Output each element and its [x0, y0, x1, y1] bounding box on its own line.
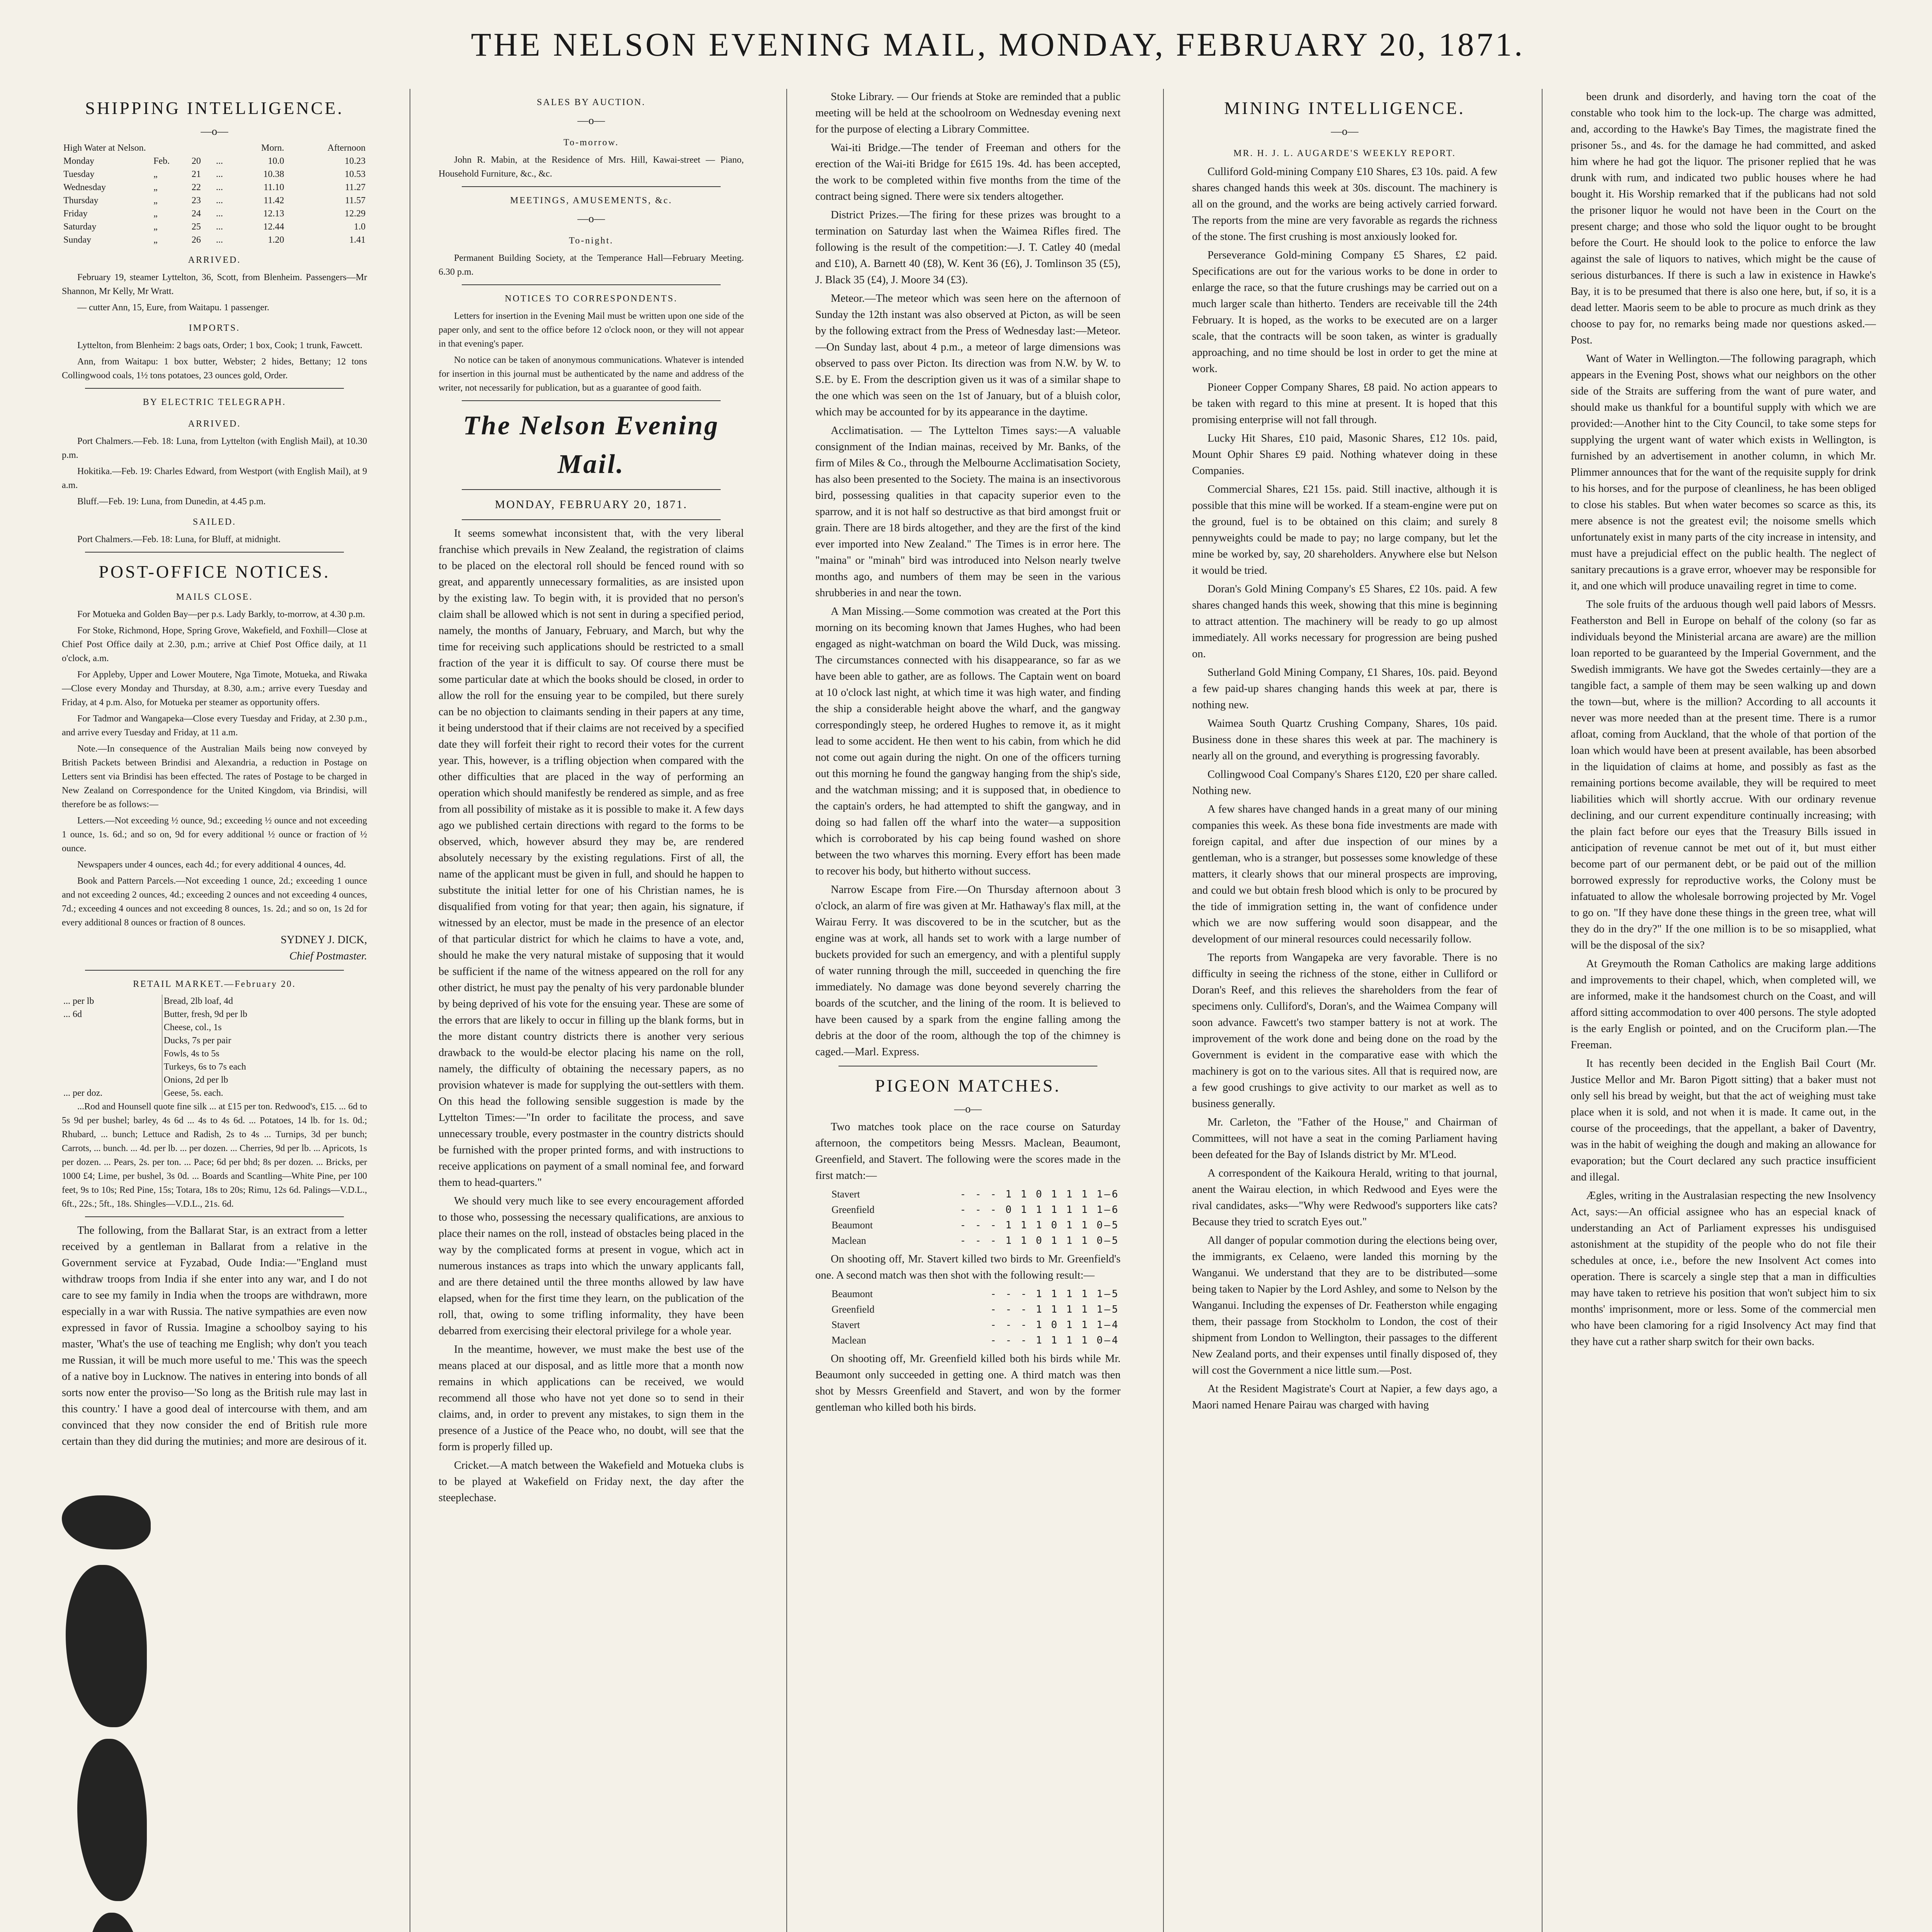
news-item: Wai-iti Bridge.—The tender of Freeman and others for the erection of the Wai-iti Bridge for £615 19s. 4d. has been accepted, the work to be completed within five months from the time of the contract being signed. There were six tenders altogether.	[815, 142, 1121, 202]
tide-cell: Saturday	[63, 222, 97, 232]
tide-cell: 10.38	[263, 169, 284, 179]
score-row	[816, 1233, 1120, 1248]
mining-item: A correspondent of the Kaikoura Herald, writing to that journal, anent the Wairau election, in which Redwood and Eyes were the rival candidates, asks—"Why were Redwood's supporters like cats? Because they tried to scratch Eyes out."	[1192, 1167, 1497, 1228]
ballarat-story	[62, 1223, 367, 1450]
tide-cell: Feb.	[153, 156, 170, 166]
tide-header	[62, 141, 367, 155]
tide-cell: „	[153, 235, 158, 245]
tide-header-afternoon: Afternoon	[327, 143, 366, 153]
shipping-heading: SHIPPING INTELLIGENCE.	[85, 98, 344, 118]
mining-item: Pioneer Copper Company Shares, £8 paid. No action appears to be taken with regard to this mine at present. It is hoped that this promising enterprise will not fall through.	[1192, 381, 1497, 426]
news-item: The sole fruits of the arduous though well paid labors of Messrs. Featherston and Bell in Europe on behalf of the colony (so far as individuals beyond the Ministerial arcana are aware) are the million loan reported to be guaranteed by the Imperial Government, and the Swedish immigrants. We have got the Swedes certainly—they are a tangible fact, a sample of them may be seen walking up and down the town—but, where is the million? According to all accounts it never was more needed than at the present time. There is a rumor afloat, coming from Auckland, that the whole of that portion of the loan which would have been at present available, has been absorbed in the liquidation of claims at home, and possibly as fast as the remaining portions become available, they will be required to meet liabilities which will shortly accrue. With our ordinary revenue declining, and our current expenditure continually increasing; with the plain fact before our eyes that the Treasury Bills issued in anticipation of revenue cannot be met out of it, but must either become part of our permanent debt, or be paid out of the million borrowed expressly for reproductive works, the Colony must be infatuated to allow the wholesale borrowing projected by Mr. Vogel to go on. "If they have done these things in the green tree, what will they do in the dry?" If the one million is to be so misapplied, what will be the disposal of the six?	[1571, 599, 1876, 951]
tide-cell: „	[153, 182, 158, 192]
meetings-text: Permanent Building Society, at the Temperance Hall—February Meeting. 6.30 p.m.	[439, 253, 744, 277]
market-row	[62, 1073, 367, 1087]
mail-entry: For Appleby, Upper and Lower Moutere, Nga Timote, Motueka, and Riwaka—Close every Monday and Thursday, at 8.30, a.m.; arrive every Tuesday and Friday, at 4 p.m. Also, for Motueka per steamer as opportunity offers.	[62, 670, 367, 707]
arrived-list	[62, 270, 367, 315]
shooter-name: Maclean	[832, 1335, 866, 1346]
mails-heading: MAILS CLOSE.	[176, 592, 253, 602]
tide-cell: 12.44	[263, 222, 284, 232]
sailed-heading: SAILED.	[192, 517, 236, 527]
signature-title: Chief Postmaster.	[289, 950, 367, 962]
postage-book: Book and Pattern Parcels.—Not exceeding 1 ounce, 2d.; exceeding 1 ounce and not exceeding 2 ounces, 4d.; exceeding 2 ounces and not exceeding 4 ounces, 7d.; exceeding 4 ounces and not exceeding 8 ounces, 1s. 2d.; and so on, 1s 2d for every additional 8 ounces or fraction of 8 ounces.	[62, 876, 367, 928]
market-row	[62, 1021, 367, 1034]
shooter-score: - - - 1 1 0 1 1 1 1—6	[960, 1189, 1119, 1200]
market-right-cell: Onions, 2d per lb	[162, 1073, 367, 1087]
import-entry: Lyttelton, from Blenheim: 2 bags oats, Order; 1 box, Cook; 1 trunk, Fawcett.	[77, 340, 362, 350]
tide-cell: 10.0	[268, 156, 284, 166]
divider	[462, 489, 721, 490]
divider	[462, 284, 721, 285]
market-row	[62, 995, 367, 1008]
tide-cell: 10.23	[345, 156, 366, 166]
shooter-name: Maclean	[832, 1235, 866, 1246]
column-4	[1192, 89, 1497, 1932]
tide-cell: „	[153, 209, 158, 219]
mails-list	[62, 607, 367, 740]
market-left-cell: ... 6d	[63, 1009, 82, 1019]
pigeon-heading: PIGEON MATCHES.	[875, 1076, 1061, 1095]
tide-cell: Sunday	[63, 235, 91, 245]
divider	[85, 1216, 344, 1217]
postage-note: Note.—In consequence of the Australian Mails being now conveyed by British Packets between Brindisi and Alexandria, a reduction in Postage on Letters sent via Brindisi has been effected. The rates of Postage to be charged in New Zealand on Correspondence for the United Kingdom, via Brindisi, will therefore be as follows:—	[62, 744, 367, 810]
tide-cell: 10.53	[345, 169, 366, 179]
mail-entry: For Stoke, Richmond, Hope, Spring Grove, Wakefield, and Foxhill—Close at Chief Post Office daily at 2.30, p.m.; arrive at Chief Post Office daily, at 11 o'clock, a.m.	[62, 626, 367, 663]
mining-item: At the Resident Magistrate's Court at Napier, a few days ago, a Maori named Henare Pairau was charged with having	[1192, 1383, 1497, 1411]
tide-cell: Friday	[63, 209, 88, 219]
mining-item: Culliford Gold-mining Company £10 Shares, £3 10s. paid. A few shares changed hands this week at 30s. discount. The machinery is all on the ground, and the works are being actively carried forward. The reports from the mine are very favorable as regards the richness of the stone. The first crushing is most anxiously looked for.	[1192, 166, 1497, 243]
tide-cell: 1.41	[349, 235, 366, 245]
shooter-score: - - - 1 1 1 0 1 1 0—5	[960, 1219, 1119, 1231]
column-rule	[1163, 89, 1164, 1932]
shooter-name: Beaumont	[832, 1219, 873, 1231]
tide-cell: 11.42	[264, 196, 284, 206]
pigeon-intro: Two matches took place on the race course on Saturday afternoon, the competitors being Messrs. Maclean, Beaumont, Greenfield, and Stavert. The following were the scores made in the first match:—	[815, 1121, 1121, 1182]
tide-cell: 26	[191, 235, 201, 245]
shooter-name: Stavert	[832, 1189, 860, 1200]
divider	[85, 388, 344, 389]
market-table	[62, 995, 367, 1100]
market-left-cell: ... per lb	[63, 996, 94, 1006]
market-row	[62, 1034, 367, 1047]
tide-header-label: High Water at Nelson.	[63, 143, 146, 153]
dateline: MONDAY, FEBRUARY 20, 1871.	[495, 498, 688, 511]
divider	[462, 519, 721, 520]
imports-list	[62, 338, 367, 383]
shooter-score: - - - 1 0 1 1 1—4	[990, 1319, 1119, 1331]
shooter-name: Greenfield	[832, 1204, 875, 1215]
telegraph-arrived-heading: ARRIVED.	[188, 419, 241, 429]
news-item: Acclimatisation. — The Lyttelton Times says:—A valuable consignment of the Indian mainas, received by Mr. Banks, of the firm of Miles & Co., through the Melbourne Acclimatisation Society, has also been presented to the Society. The maina is an insectivorous bird, possessing qualities in that capacity superior even to the sparrow, and it is not half so destructive as that bird amongst fruit or grain. There are 18 birds altogether, and they are the first of the kind ever imported into New Zealand." The Times is in error here. The "maina" or "minah" bird was introduced into Nelson nearly twelve months ago, and numbers of them may be seen in the various shrubberies in and near the town.	[815, 425, 1121, 599]
sales-heading: SALES BY AUCTION.	[537, 97, 646, 107]
pigeon-end: On shooting off, Mr. Greenfield killed both his birds while Mr. Beaumont only succeeded in getting one. A third match was then shot by Messrs Greenfield and Stavert, and won by the former gentleman who killed both his birds.	[815, 1353, 1121, 1413]
shooter-name: Beaumont	[832, 1288, 873, 1299]
sales-text: John R. Mabin, at the Residence of Mrs. Hill, Kawai-street — Piano, Household Furniture, &c., &c.	[439, 155, 744, 179]
arrival-entry: — cutter Ann, 15, Eure, from Waitapu. 1 passenger.	[77, 303, 269, 313]
pigeon-mid: On shooting off, Mr. Stavert killed two birds to Mr. Greenfield's one. A second match was then shot with the following result:—	[815, 1253, 1121, 1281]
editorial-paragraph: Cricket.—A match between the Wakefield and Motueka clubs is to be played at Wakefield on Friday next, the day after the steeplechase.	[439, 1459, 744, 1504]
mining-item: Collingwood Coal Company's Shares £120, £20 per share called. Nothing new.	[1192, 769, 1497, 797]
editorial-paragraph: It seems somewhat inconsistent that, with the very liberal franchise which prevails in New Zealand, the registration of claims to be placed on the electoral roll should be fenced round with so great, and apparently unnecessary formalities, as are insisted upon by the existing law. To begin with, it is provided that no person's claim shall be allowed which is not sent in during a specified period, namely, the months of January, February, and March, but why the time for receiving such applications should be restricted to a small fraction of the year it is difficult to say. Of course there must be some particular date at which the books should be closed, in order to allow the roll for the ensuing year to be compiled, but there surely can be no objection to claimants sending in their papers at any time, it being understood that if their claims are not received by a specified date they will forfeit their right to record their votes for the current year. This, however, is a trifling objection when compared with the other difficulties that are placed in the way of performing an operation which should manifestly be rendered as simple, and as free from all possibility of mistake as it is possible to make it. A few days ago we published certain directions with regard to the forms to be observed, which, however absurd they may be, are rendered absolutely necessary by the existing regulations. First of all, the name of the applicant must be given in full, and should he happen to substitute the initial letter for one of his Christian names, he is disqualified from voting for that year; then again, his signature, if witnessed by an elector, must be made in the presence of an elector of that particular district for which he claims to have a vote, and, should he make the very natural mistake of supposing that it would be sufficient if the name of the witness appeared on the roll for any other district, he must pay the penalty of his very pardonable blunder by being deprived of his vote for the ensuing year. These are some of the errors that are likely to occur in filling up the blank forms, but in the more distant country districts there is another very serious drawback to the would-be elector placing his name on the roll, namely, the difficulty of obtaining the necessary papers, as no provision whatever is made for supplying the out-settlers with them. On this head the following sensible suggestion is made by the Lyttelton Times:—"In order to facilitate the process, and save unnecessary trouble, every postmaster in the country districts should be furnished with the proper printed forms, and with instructions to receive applications on payment of a small nominal fee, and forward them to head-quarters."	[439, 527, 744, 1189]
divider	[462, 186, 721, 187]
news-item: At Greymouth the Roman Catholics are making large additions and improvements to their chapel, which, when completed will, we are informed, make it the handsomest church on the Coast, and will afford sitting accommodation to over 400 persons. The style adopted is the early English or pointed, and on the Cruciform plan.—The Freeman.	[1571, 958, 1876, 1051]
tide-cell: 12.13	[263, 209, 284, 219]
tide-cell: „	[153, 222, 158, 232]
market-left-cell: ... per doz.	[63, 1088, 103, 1098]
score-row	[816, 1187, 1120, 1202]
tide-header-morn: Morn.	[261, 143, 284, 153]
market-left-cell	[62, 1073, 162, 1087]
tide-row	[62, 155, 367, 168]
tide-cell: 23	[191, 196, 201, 206]
market-left-cell	[62, 1060, 162, 1073]
market-right-cell: Cheese, col., 1s	[162, 1021, 367, 1034]
tide-cell: ...	[216, 222, 223, 232]
match-1-scores	[815, 1186, 1121, 1249]
tide-cell: 11.57	[345, 196, 366, 206]
divider	[85, 970, 344, 971]
tide-cell: Monday	[63, 156, 94, 166]
dash: —o—	[201, 126, 228, 138]
tide-cell: 25	[191, 222, 201, 232]
post-office-heading: POST-OFFICE NOTICES.	[99, 562, 330, 582]
market-right-cell: Bread, 2lb loaf, 4d	[162, 995, 367, 1008]
market-right-cell: Geese, 5s. each.	[162, 1087, 367, 1100]
tide-row	[62, 233, 367, 247]
mining-heading: MINING INTELLIGENCE.	[1224, 98, 1465, 118]
mail-entry: For Tadmor and Wangapeka—Close every Tuesday and Friday, at 2.30 p.m., and arrive every Tuesday and Friday, at 11 a.m.	[62, 714, 367, 738]
notice-2: No notice can be taken of anonymous communications. Whatever is intended for insertion in this journal must be authenticated by the name and address of the writer, not necessarily for publication, but as a guarantee of good faith.	[439, 355, 744, 393]
tide-cell: Thursday	[63, 196, 99, 206]
shooter-score: - - - 0 1 1 1 1 1 1—6	[960, 1204, 1119, 1216]
mail-entry: For Motueka and Golden Bay—per p.s. Lady Barkly, to-morrow, at 4.30 p.m.	[77, 609, 365, 619]
news-item: It has recently been decided in the English Bail Court (Mr. Justice Mellor and Mr. Baron Pigott sitting) that a baker must not only sell his bread by weight, but that the act of weighing must take place when it is sold, and not when it is made. It came out, in the course of the proceedings, that the appellant, a baker of Daventry, was in the habit of weighing the dough and making an allowance for evaporation; but the Court declared any such practice insufficient and illegal.	[1571, 1058, 1876, 1183]
notice-1: Letters for insertion in the Evening Mail must be written upon one side of the paper only, and sent to the office before 12 o'clock noon, or they will not appear in that evening's paper.	[439, 311, 744, 349]
tide-cell: ...	[216, 156, 223, 166]
shooter-name: Stavert	[832, 1319, 860, 1330]
tide-row	[62, 181, 367, 194]
score-row	[816, 1333, 1120, 1348]
tide-row	[62, 168, 367, 181]
score-row	[816, 1202, 1120, 1217]
mining-item: The reports from Wangapeka are very favorable. There is no difficulty in seeing the richness of the stone, either in Culliford or Doran's Reef, and this relieves the shareholders from the fear of specimens only. Culliford's, Doran's, and the Waimea Company will soon advance. Fawcett's two stamper battery is not at work. The improvement of the work done and being done on the road by the Government is evident in the comparative ease with which the machinery is got on to the various sites. All that is required now, are a few good crushings to give activity to our market as well as to business generally.	[1192, 952, 1497, 1110]
mining-item: Waimea South Quartz Crushing Company, Shares, 10s paid. Business done in these shares this week at par. The machinery is nearly all on the ground, and everything is progressing favorably.	[1192, 718, 1497, 762]
tide-cell: 1.20	[268, 235, 284, 245]
mining-item: Commercial Shares, £21 15s. paid. Still inactive, although it is possible that this mine will be worked. If a steam-engine were put on the ground, fuel is to be obtained on this claim; and surely 8 pennyweights could be made to pay; no large company, but let the mine be worked by, say, 20 shareholders. Anywhere else but Nelson it would be tried.	[1192, 483, 1497, 577]
tide-cell: „	[153, 196, 158, 206]
shooter-score: - - - 1 1 1 1 1—5	[990, 1288, 1119, 1300]
tomorrow-label: To-morrow.	[563, 138, 619, 148]
dash: —o—	[954, 1103, 982, 1115]
telegraph-arrived-list	[62, 434, 367, 509]
score-row	[816, 1287, 1120, 1301]
divider	[85, 552, 344, 553]
market-left-cell	[62, 1047, 162, 1060]
market-right-cell: Butter, fresh, 9d per lb	[162, 1008, 367, 1021]
signature: SYDNEY J. DICK,	[281, 934, 367, 946]
tonight-label: To-night.	[569, 236, 614, 246]
tide-row	[62, 194, 367, 207]
news-item: Stoke Library. — Our friends at Stoke are reminded that a public meeting will be held at the schoolroom on Wednesday evening next for the purpose of electing a Library Committee.	[815, 91, 1121, 135]
market-right-cell: Fowls, 4s to 5s	[162, 1047, 367, 1060]
column-rule	[786, 89, 787, 1932]
news-item: A Man Missing.—Some commotion was created at the Port this morning on its becoming known that James Hughes, who had been engaged as night-watchman on board the Wild Duck, was missing. The circumstances connected with his disappearance, so far as we have been able to gather, are as follows. The Captain went on board at 10 o'clock last night, at which time it was high water, and finding the ship a considerable height above the wharf, and the gangway correspondingly steep, he ordered Hughes to remove it, as it might lead to some accident. He then went to his cabin, from which he did not come out again during the night. On one of the officers turning out this morning he found the gangway hanging from the ship's side, and the watchman missing; and it is supposed that, in obedience to the captain's orders, he had attempted to shift the gangway, and in doing so had fallen off the wharf into the water—a supposition which is corroborated by his cap being found washed on shore between the two wharves this morning. Every effort has been made to recover his body, but hitherto without success.	[815, 605, 1121, 877]
news-item: Want of Water in Wellington.—The following paragraph, which appears in the Evening Post, shows what our neighbors on the other side of the Straits are suffering from the want of pure water, and should make us thankful for a bountiful supply with which we are provided:—Another hint to the City Council, to take some steps for supplying the urgent want of water which exists in Wellington, is furnished by an advertisement in another column, in which Mr. Plimmer announces that for the want of the requisite supply for drink to his horses, and for the purpose of cleanliness, he has been obliged to close his stables. But when water becomes so scarce as this, its mere absence is not the greatest evil; the noisome smells which unfortunately exist in many parts of the city increase in intensity, and must have a prejudicial effect on the public health. The neglect of sanitary precautions is a grave error, whoever may be responsible for it, and one which will produce unavailing regret in time to come.	[1571, 353, 1876, 592]
nameplate: The Nelson Evening Mail.	[463, 411, 719, 479]
tide-cell: Tuesday	[63, 169, 95, 179]
market-text: ...Rod and Hounsell quote fine silk ... at £15 per ton. Redwood's, £15. ... 6d to 5s 9d per bushel; barley, 4s 6d ... 4s to 4s 6d. ... Potatoes, 14 lb. for 1s. 0d.; Rhubard, ... bunch; Lettuce and Radish, 2s to 4s ... Turnips, 3d per bunch; Carrots, ... bunch. ... 4d. per lb. ... per dozen. ... Cherries, 9d per lb. ... Apricots, 1s per dozen. ... Pears, 2s. per ton. ... Pace; 6d per bhd; 8s per dozen. ... Bricks, per 1000 £4; Lime, per bushel, 3s 0d. ... Boards and Scantling—White Pine, per 100 feet, 9s to 10s; Red Pine, 15s; Totara, 18s to 20s; Rimu, 12s 6d. Palings—V.D.L., 6ft., 22s.; 5ft., 18s. Shingles—V.D.L., 21s. 6d.	[62, 1102, 367, 1209]
tide-cell: ...	[216, 209, 223, 219]
market-row	[62, 1008, 367, 1021]
mining-report	[1192, 164, 1497, 1413]
meetings-heading: MEETINGS, AMUSEMENTS, &c.	[510, 196, 672, 206]
mining-item: Lucky Hit Shares, £10 paid, Masonic Shares, £12 10s. paid, Mount Ophir Shares £9 paid. Nothing whatever doing in these Companies.	[1192, 432, 1497, 477]
telegraph-entry: Port Chalmers.—Feb. 18: Luna, from Lyttelton (with English Mail), at 10.30 p.m.	[62, 436, 367, 460]
tide-cell: Wednesday	[63, 182, 106, 192]
market-row	[62, 1087, 367, 1100]
mining-item: All danger of popular commotion during the elections being over, the immigrants, ex Celaeno, were landed this morning by the Wanganui. We understand that they are to be distributed—some being taken to Napier by the Lord Ashley, and some to Nelson by the Wanganui. Including the expenses of Dr. Featherston while engaging them, their passage from Stockholm to London, the cost of their shipment from London to Wellington, their passages to the different New Zealand ports, and their expenses until finally disposed of, they will cost the Government a nice little sum.—Post.	[1192, 1235, 1497, 1376]
notices-heading: NOTICES TO CORRESPONDENTS.	[505, 294, 678, 304]
import-entry: Ann, from Waitapu: 1 box butter, Webster; 2 hides, Bettany; 12 tons Collingwood coals, 1½ tons potatoes, 23 ounces gold, Order.	[62, 357, 367, 381]
story-paragraph: The following, from the Ballarat Star, is an extract from a letter received by a gentleman in Ballarat from a relative in the Government service at Fyzabad, Oude India:—"England must withdraw troops from India if she enter into any war, and I do not care to see my family in India when the troops are withdrawn, more especially in a war with Russia. The native sympathies are even now expressed in favor of Russia. Imagine a schoolboy saying to his master, 'What's the use of teaching me English; why don't you teach me Russian, it will be much more useful to me.' This was the speech of a native boy in Lucknow. The natives in entering into bonds of all sorts now enter the proviso—'So long as the British rule may last in this country.' I have a good deal of intercourse with them, and am convinced that they now consider the end of British rule more certain than they did during the mutinies; and more are desirous of it.	[62, 1225, 367, 1447]
arrived-heading: ARRIVED.	[188, 255, 241, 265]
news-item: been drunk and disorderly, and having torn the coat of the constable who took him to the lock-up. The charge was admitted, and, according to the Hawke's Bay Times, the magistrate fined the prisoner 5s., and 4s. for the damage he had committed, and asked him where he had got the liquor. The prisoner replied that he was drunk with rum, and indicated two public houses where he had bought it. His Worship remarked that if the publicans had not sold the prisoner liquor he would not have been in the Court on the present charge; and those who sold the liquor ought to be brought before the Court. He should look to the police to enforce the law against the sale of liquors to natives, which might be the cause of serious disturbances. If there is such a law in existence in Hawke's Bay, it is to be presumed that there is also one here, but, if so, it is a dead letter. Maoris seem to be able to procure as much drink as they choose to pay for, no remarks being made nor questions asked.—Post.	[1571, 91, 1876, 346]
telegraph-entry: Bluff.—Feb. 19: Luna, from Dunedin, at 4.45 p.m.	[77, 497, 266, 507]
editorial-paragraph: In the meantime, however, we must make the best use of the means placed at our disposal, and as little more that a month now remains in which applications can be received, we would recommend all those who have not yet done so to send in their claims, and, in order to prevent any mistakes, to sign them in the presence of a Justice of the Peace who, no doubt, will see that the form is properly filled up.	[439, 1344, 744, 1453]
divider	[462, 400, 721, 401]
tide-cell: 12.29	[345, 209, 366, 219]
tide-cell: ...	[216, 182, 223, 192]
news-item: Meteor.—The meteor which was seen here on the afternoon of Sunday the 12th instant was also observed at Picton, as will be seen by the following extract from the Press of Wednesday last:—Meteor.—On Sunday last, about 4 p.m., a meteor of large dimensions was observed to pass over Picton. Its direction was from N.W. by W. to S.E. by E. From the description given us it was of a similar shape to the one which was seen on the 1st of January, but of a bluish color, which may be accounted for by its appearance in the daytime.	[815, 293, 1121, 418]
tide-cell: 24	[191, 209, 201, 219]
market-right-cell: Ducks, 7s per pair	[162, 1034, 367, 1047]
sailed-entry: Port Chalmers.—Feb. 18: Luna, for Bluff, at midnight.	[77, 534, 281, 544]
market-row	[62, 1047, 367, 1060]
match-2-scores	[815, 1286, 1121, 1349]
tide-cell: 20	[191, 156, 201, 166]
news-item: Ægles, writing in the Australasian respecting the new Insolvency Act, says:—An official assignee who has an especial knack of understanding an Act of Parliament expresses his undisguised astonishment at the stupidity of the people who do not file their schedules at once, i.e., before the new Insolvent Act comes into operation. There is scarcely a single step that a man in difficulties may have taken to retrieve his position that won't subject him to six months' imprisonment, more or less. Some of the commercial men who have been clamoring for a rigid Insolvency Act may find that they have cut a rather sharp switch for their own backs.	[1571, 1190, 1876, 1348]
tide-cell: 21	[191, 169, 201, 179]
tide-cell: 22	[191, 182, 201, 192]
tide-row	[62, 220, 367, 233]
tide-cell: ...	[216, 196, 223, 206]
mining-item: Sutherland Gold Mining Company, £1 Shares, 10s. paid. Beyond a few paid-up shares changing hands this week at par, there is nothing new.	[1192, 667, 1497, 711]
report-heading: MR. H. J. L. AUGARDE'S WEEKLY REPORT.	[1233, 148, 1456, 158]
market-left-cell	[62, 1021, 162, 1034]
market-left-cell	[62, 1034, 162, 1047]
score-row	[816, 1318, 1120, 1332]
arrival-entry: February 19, steamer Lyttelton, 36, Scott, from Blenheim. Passengers—Mr Shannon, Mr Kelly, Mr Wratt.	[62, 272, 367, 296]
tide-cell: ...	[216, 169, 223, 179]
shooter-score: - - - 1 1 0 1 1 1 0—5	[960, 1235, 1119, 1247]
column-5	[1571, 89, 1876, 1932]
market-row	[62, 1060, 367, 1073]
sailed-list	[62, 532, 367, 546]
news-item: Narrow Escape from Fire.—On Thursday afternoon about 3 o'clock, an alarm of fire was given at Mr. Hathaway's flax mill, at the Wairau Ferry. It was discovered to be in the scutcher, but as the engine was at work, all hands set to work with a large number of buckets provided for such an emergency, and with a plentiful supply of water running through the mill, succeeded in quenching the fire immediately. No damage was done beyond severely charring the boards of the scutcher, and the lining of the room. It is believed to have been caused by a spark from the engine falling among the debris at the door of the room, although the top of the chimney is caged.—Marl. Express.	[815, 884, 1121, 1058]
dash: —o—	[577, 115, 605, 127]
tide-row	[62, 207, 367, 220]
telegraph-entry: Hokitika.—Feb. 19: Charles Edward, from Westport (with English Mail), at 9 a.m.	[62, 466, 367, 490]
column-3	[815, 89, 1121, 1932]
dash: —o—	[1331, 126, 1359, 138]
tide-cell: ...	[216, 235, 223, 245]
tide-cell: 11.10	[264, 182, 284, 192]
postage-letters: Letters.—Not exceeding ½ ounce, 9d.; exceeding ½ ounce and not exceeding 1 ounce, 1s. 6d.; and so on, 9d for every additional ½ ounce or fraction of ½ ounce.	[62, 816, 367, 854]
postage-newspapers: Newspapers under 4 ounces, each 4d.; for every additional 4 ounces, 4d.	[77, 860, 346, 870]
editorial-paragraph: We should very much like to see every encouragement afforded to those who, possessing the necessary qualifications, are anxious to place their names on the roll, instead of obstacles being placed in the way by the complicated forms at present in vogue, which act in numerous instances as traps into which the unwary applicants fall, and are there detained until the three months allowed by law have elapsed, when for the first time they learn, on the publication of the roll, that, owing to some trifling informality, they have been debarred from exercising their electoral privilege for a whole year.	[439, 1195, 744, 1337]
dash: —o—	[577, 213, 605, 225]
telegraph-heading: BY ELECTRIC TELEGRAPH.	[143, 397, 286, 407]
mining-item: Doran's Gold Mining Company's £5 Shares, £2 10s. paid. A few shares changed hands this week, showing that this mine is beginning to attract attention. The machinery will be ready to go up almost immediately. All works necessary for progression are being pushed on.	[1192, 583, 1497, 660]
shooter-name: Greenfield	[832, 1304, 875, 1315]
column-rule	[1542, 89, 1543, 1932]
editorial	[439, 526, 744, 1506]
tide-cell: 1.0	[354, 222, 366, 232]
score-row	[816, 1218, 1120, 1233]
mining-item: Perseverance Gold-mining Company £5 Shares, £2 paid. Specifications are out for the various works to be done in order to enlarge the race, so that the future crushings may be carried out on a much larger scale than hitherto. Tenders are receivable till the 24th February. It is hoped, as the works to be executed are on a larger scale, that the contracts will be soon taken, as winter is gradually approaching, and no time should be lost in order to get the mine at work.	[1192, 249, 1497, 375]
mining-item: A few shares have changed hands in a great many of our mining companies this week. As these bona fide investments are made with foreign capital, and after due inspection of our mines by a gentleman, who is a stranger, but possesses some knowledge of these matters, it clearly shows that our mineral prospects are improving, and could we but obtain fresh blood which is only to be procured by the tide of immigration setting in, the want of confidence under which we are now suffering would soon disappear, and the development of our mineral resources could necessarily follow.	[1192, 803, 1497, 945]
market-heading: RETAIL MARKET.—February 20.	[133, 979, 296, 989]
shooter-score: - - - 1 1 1 1 1—5	[990, 1304, 1119, 1315]
shooter-score: - - - 1 1 1 1 0—4	[990, 1335, 1119, 1346]
imports-heading: IMPORTS.	[189, 323, 240, 333]
tide-cell: 11.27	[345, 182, 366, 192]
tide-table	[62, 141, 367, 247]
mining-item: Mr. Carleton, the "Father of the House," and Chairman of Committees, will not have a seat in the coming Parliament having been defeated for the Bay of Islands district by Mr. M'Leod.	[1192, 1116, 1497, 1161]
general-news	[1571, 89, 1876, 1350]
tide-cell: „	[153, 169, 158, 179]
score-row	[816, 1302, 1120, 1317]
market-right-cell: Turkeys, 6s to 7s each	[162, 1060, 367, 1073]
column-2	[439, 89, 744, 1932]
local-news	[815, 89, 1121, 1060]
masthead: THE NELSON EVENING MAIL, MONDAY, FEBRUARY 20, 1871.	[471, 26, 1525, 63]
news-item: District Prizes.—The firing for these prizes was brought to a termination on Saturday last when the Waimea Rifles fired. The following is the result of the competition:—J. T. Catley 40 (medal and £10), A. Barnett 40 (£8), W. Kent 36 (£6), J. Tomlinson 35 (£5), J. Black 35 (£4), J. Moore 34 (£3).	[815, 209, 1121, 286]
